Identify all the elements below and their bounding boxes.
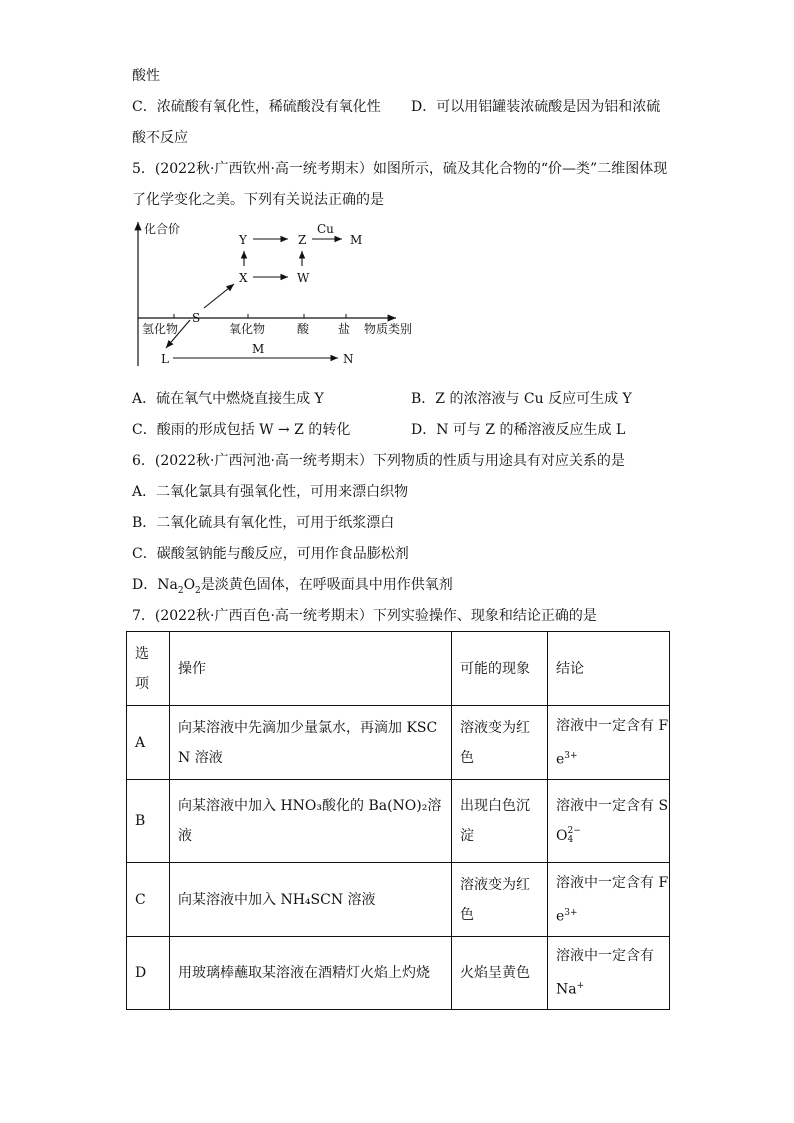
q6-option-d[interactable]: D．$Na_2O_2$是淡黄色固体，在呼吸面具中用作供氧剂 bbox=[132, 577, 453, 596]
q5-stem-line1: 5．(2022秋·广西钦州·高一统考期末）如图所示，硫及其化合物的“价—类”二维图体现 bbox=[132, 161, 668, 177]
q7-stem: 7．(2022秋·广西百色·高一统考期末）下列实验操作、现象和结论正确的是 bbox=[132, 608, 597, 624]
y-axis-label: 化合价 bbox=[144, 222, 181, 236]
category-hydride: 氢化物 bbox=[142, 322, 179, 336]
q6-stem: 6．(2022秋·广西河池·高一统考期末）下列物质的性质与用途具有对应关系的是 bbox=[132, 453, 625, 469]
label-m: M bbox=[252, 342, 265, 356]
q6-option-a[interactable]: A．二氧化氯具有强氧化性，可用来漂白织物 bbox=[132, 484, 409, 500]
q6-option-b[interactable]: B．二氧化硫具有氧化性，可用于纸浆漂白 bbox=[132, 515, 395, 531]
table-row[interactable] bbox=[127, 863, 670, 937]
node-W: W bbox=[297, 271, 310, 285]
category-acid: 酸 bbox=[297, 322, 310, 336]
arrow-s-to-x bbox=[204, 284, 234, 308]
row-conclusion: 溶液中一定含有 Na+ bbox=[548, 937, 670, 1010]
row-conclusion: 溶液中一定含有 $Fe^{3+}$ bbox=[548, 863, 670, 937]
node-X: X bbox=[239, 271, 248, 285]
option-d-prev-cont: 酸不反应 bbox=[132, 130, 188, 146]
table-row[interactable] bbox=[127, 937, 670, 1010]
q5-stem-line2: 了化学变化之美。下列有关说法正确的是 bbox=[132, 192, 384, 208]
q6-option-c[interactable]: C．碳酸氢钠能与酸反应，可用作食品膨松剂 bbox=[132, 546, 409, 562]
node-M: M bbox=[350, 233, 363, 247]
row-option: A bbox=[127, 706, 170, 780]
row-option: D bbox=[127, 937, 170, 1010]
experiment-table bbox=[126, 631, 670, 1010]
label-cu: Cu bbox=[317, 222, 334, 236]
intro-line: 酸性 bbox=[132, 68, 160, 84]
table-row[interactable] bbox=[127, 706, 670, 780]
header-option: 选项 bbox=[127, 632, 170, 706]
table-row[interactable] bbox=[127, 780, 670, 863]
node-Z: Z bbox=[298, 233, 307, 247]
option-d-prev: D．可以用铝罐装浓硫酸是因为铝和浓硫 bbox=[411, 99, 661, 115]
row-phenomenon: 出现白色沉淀 bbox=[452, 780, 548, 863]
row-operation: 用玻璃棒蘸取某溶液在酒精灯火焰上灼烧 bbox=[170, 937, 452, 1010]
row-operation: 向某溶液中加入 NH₄SCN 溶液 bbox=[170, 863, 452, 937]
node-N: N bbox=[343, 352, 354, 366]
row-operation: 向某溶液中加入 HNO₃酸化的 Ba(NO)₂溶液 bbox=[170, 780, 452, 863]
q5-option-d[interactable]: D．N 可与 Z 的稀溶液反应生成 L bbox=[411, 422, 626, 438]
header-operation: 操作 bbox=[170, 632, 452, 706]
valence-class-diagram bbox=[128, 216, 428, 372]
category-salt: 盐 bbox=[338, 322, 351, 336]
row-option: B bbox=[127, 780, 170, 863]
x-axis-label: 物质类别 bbox=[364, 322, 413, 336]
node-S: S bbox=[192, 311, 201, 325]
header-phenomenon: 可能的现象 bbox=[452, 632, 548, 706]
row-phenomenon: 溶液变为红色 bbox=[452, 706, 548, 780]
row-phenomenon: 溶液变为红色 bbox=[452, 863, 548, 937]
q5-option-c[interactable]: C．酸雨的形成包括 W → Z 的转化 bbox=[132, 422, 351, 438]
row-phenomenon: 火焰呈黄色 bbox=[452, 937, 548, 1010]
option-c-prev: C．浓硫酸有氧化性，稀硫酸没有氧化性 bbox=[132, 99, 381, 115]
row-conclusion: 溶液中一定含有 SO 2− 4 bbox=[548, 780, 670, 863]
q5-option-b[interactable]: B．Z 的浓溶液与 Cu 反应可生成 Y bbox=[411, 391, 632, 407]
row-operation: 向某溶液中先滴加少量氯水，再滴加 KSCN 溶液 bbox=[170, 706, 452, 780]
node-L: L bbox=[161, 352, 169, 366]
q5-option-a[interactable]: A．硫在氧气中燃烧直接生成 Y bbox=[132, 391, 324, 407]
row-option: C bbox=[127, 863, 170, 937]
table-header-row bbox=[127, 632, 670, 706]
category-oxide: 氧化物 bbox=[229, 322, 266, 336]
node-Y: Y bbox=[239, 233, 247, 247]
header-conclusion: 结论 bbox=[548, 632, 670, 706]
row-conclusion: 溶液中一定含有 $Fe^{3+}$ bbox=[548, 706, 670, 780]
